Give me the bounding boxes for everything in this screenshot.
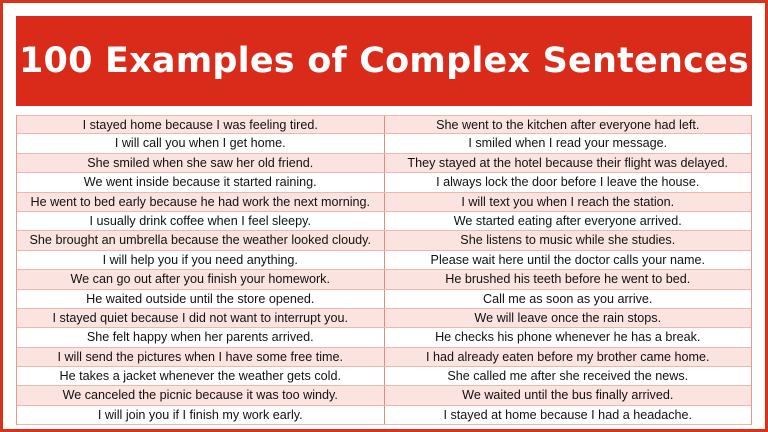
sentence-cell-right: She called me after she received the news. — [447, 369, 689, 384]
sentence-cell-left: We canceled the picnic because it was too windy. — [17, 386, 385, 404]
sentence-cell-right: He brushed his teeth before he went to bed. — [445, 272, 691, 287]
sentence-cell-right: We waited until the bus finally arrived. — [462, 388, 674, 403]
sentence-cell-left: I will help you if you need anything. — [17, 251, 385, 269]
table-row — [17, 328, 751, 347]
sentence-cell-right: She went to the kitchen after everyone had left. — [436, 118, 700, 132]
sentence-cell-right: They stayed at the hotel because their flight was delayed. — [407, 155, 729, 170]
table-row — [17, 367, 751, 386]
sentence-cell-left: I stayed home because I was feeling tired. — [17, 116, 385, 133]
table-row — [17, 251, 751, 270]
table-row — [17, 115, 751, 134]
sentence-cell-right: We will leave once the rain stops. — [474, 310, 662, 325]
table-row — [17, 231, 751, 250]
table-row — [17, 154, 751, 173]
page-title: 100 Examples of Complex Sentences — [19, 41, 749, 81]
sentence-cell-left: I will send the pictures when I have some free time. — [17, 348, 385, 366]
sentence-cell-left: He went to bed early because he had work the next morning. — [17, 193, 385, 211]
sentence-cell-left: We went inside because it started raining. — [17, 173, 385, 191]
sentence-cell-right: I will text you when I reach the station. — [461, 194, 675, 209]
sentence-cell-right: I stayed at home because I had a headache. — [443, 407, 693, 422]
table-row — [17, 193, 751, 212]
table-row — [17, 290, 751, 309]
table-row — [17, 212, 751, 231]
sentence-cell-right: Please wait here until the doctor calls your name. — [430, 252, 705, 267]
sentence-cell-left: I will join you if I finish my work early. — [17, 406, 385, 424]
sentence-cell-right: I smiled when I read your message. — [468, 136, 668, 151]
sentence-cell-left: She smiled when she saw her old friend. — [17, 154, 385, 172]
sentence-table — [16, 115, 752, 425]
table-row — [17, 173, 751, 192]
sentence-cell-left: I usually drink coffee when I feel sleepy. — [17, 212, 385, 230]
sentence-cell-left: He takes a jacket whenever the weather gets cold. — [17, 367, 385, 385]
table-row — [17, 134, 751, 153]
title-banner — [16, 16, 752, 106]
sentence-cell-right: I had already eaten before my brother came home. — [425, 349, 710, 364]
table-row — [17, 348, 751, 367]
sentence-cell-left: She felt happy when her parents arrived. — [17, 328, 385, 346]
sentence-cell-right: Call me as soon as you arrive. — [483, 291, 653, 306]
table-row — [17, 386, 751, 405]
sentence-cell-left: I stayed quiet because I did not want to interrupt you. — [17, 309, 385, 327]
sentence-cell-left: I will call you when I get home. — [17, 134, 385, 152]
sentence-cell-left: She brought an umbrella because the weather looked cloudy. — [17, 231, 385, 249]
sentence-cell-right: I always lock the door before I leave the house. — [436, 175, 700, 190]
sentence-cell-left: We can go out after you finish your homework. — [17, 270, 385, 288]
table-row — [17, 309, 751, 328]
table-row — [17, 406, 751, 425]
sentence-cell-right: He checks his phone whenever he has a break. — [435, 330, 701, 345]
sentence-cell-left: He waited outside until the store opened. — [17, 290, 385, 308]
table-row — [17, 270, 751, 289]
sentence-cell-right: She listens to music while she studies. — [460, 233, 676, 248]
sentence-cell-right: We started eating after everyone arrived. — [453, 213, 682, 228]
